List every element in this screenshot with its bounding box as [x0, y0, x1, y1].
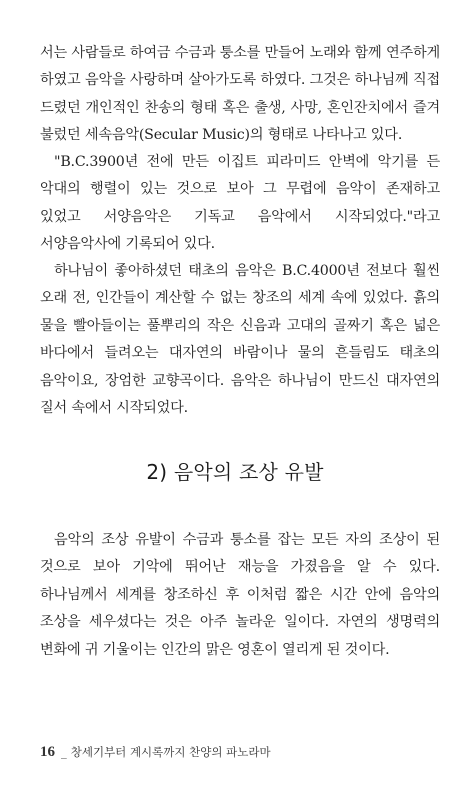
page-footer — [40, 744, 271, 761]
running-title: 창세기부터 계시록까지 찬양의 파노라마 — [70, 745, 271, 759]
paragraph-3: 하나님이 좋아하셨던 태초의 음악은 B.C.4000년 전보다 훨씬 오래 전, 인간들이 계산할 수 없는 창조의 세계 속에 있었다. 흙의 물을 빨아들이는 풀뿌리의 작은 신음과 고대의 골짜기 혹은 넓은 바다에서 들려오는 대자연의 바람이나 물의 흔들림도 태초의 음악이요, 장엄한 교향곡이다. 음악은 하나님이 만드신 대자연의 질서 속에서 시작되었다. — [40, 263, 440, 417]
page-number: 16 — [40, 744, 55, 760]
section-heading: 2) 음악의 조상 유발 — [146, 460, 324, 484]
paragraph-4: 음악의 조상 유발이 수금과 퉁소를 잡는 모든 자의 조상이 된 것으로 보아 기악에 뛰어난 재능을 가졌음을 알 수 있다. 하나님께서 세계를 창조하신 후 이처럼 짧은 시간 안에 음악의 조상을 세우셨다는 것은 아주 놀라운 일이다. 자연의 생명력의 변화에 귀 기울이는 인간의 맑은 영혼이 열리게 된 것이다. — [40, 532, 440, 658]
footer-separator: _ — [61, 745, 67, 759]
paragraph-1: 서는 사람들로 하여금 수금과 퉁소를 만들어 노래와 함께 연주하게 하였고 음악을 사랑하며 살아가도록 하였다. 그것은 하나님께 직접 드렸던 개인적인 찬송의 형태 혹은 출생, 사망, 혼인잔치에서 즐겨 불렀던 세속음악(Secular Music)의 형태로 나타나고 있다. — [40, 45, 440, 144]
paragraph-2: "B.C.3900년 전에 만든 이집트 피라미드 안벽에 악기를 든 악대의 행렬이 있는 것으로 보아 그 무렵에 음악이 존재하고 있었고 서양음악은 기독교 음악에서 시작되었다."라고 서양음악사에 기록되어 있다. — [40, 154, 440, 253]
